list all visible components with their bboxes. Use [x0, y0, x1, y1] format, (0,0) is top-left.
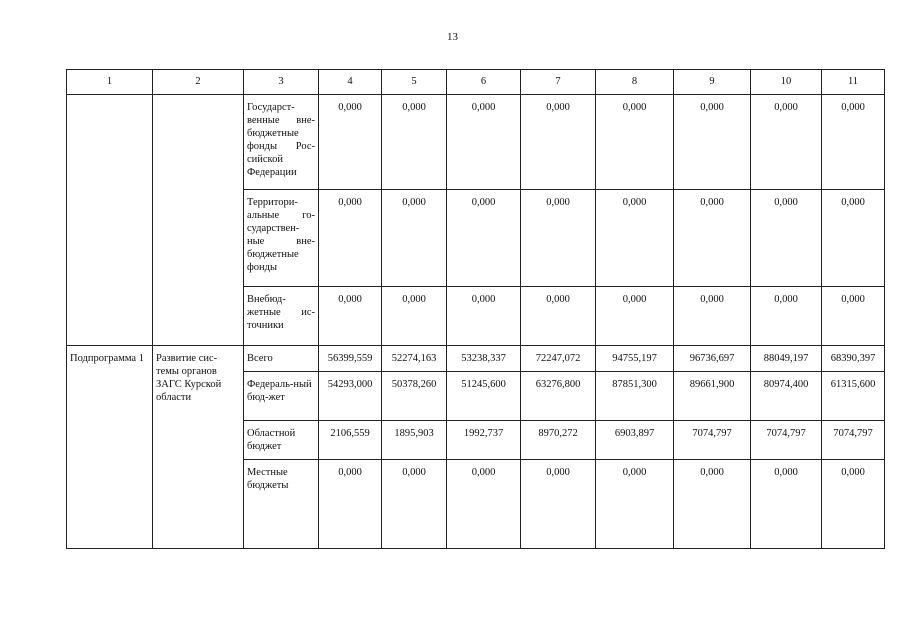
value-cell: 54293,000	[319, 372, 382, 421]
empty-cell	[67, 95, 153, 346]
value-cell: 0,000	[751, 460, 822, 549]
value-cell: 0,000	[382, 190, 447, 287]
value-cell: 0,000	[521, 460, 596, 549]
header-row	[67, 70, 885, 95]
value-cell: 1992,737	[447, 421, 521, 460]
value-cell: 0,000	[382, 460, 447, 549]
value-cell: 51245,600	[447, 372, 521, 421]
value-cell: 0,000	[596, 95, 674, 190]
value-cell: 0,000	[319, 95, 382, 190]
value-cell: 6903,897	[596, 421, 674, 460]
value-cell: 87851,300	[596, 372, 674, 421]
value-cell: 89661,900	[674, 372, 751, 421]
header-cell: 4	[319, 70, 382, 95]
header-cell: 5	[382, 70, 447, 95]
value-cell: 0,000	[319, 460, 382, 549]
value-cell: 0,000	[751, 190, 822, 287]
header-cell: 6	[447, 70, 521, 95]
value-cell: 0,000	[521, 95, 596, 190]
value-cell: 0,000	[382, 95, 447, 190]
value-cell: 0,000	[751, 287, 822, 346]
value-cell: 0,000	[674, 460, 751, 549]
value-cell: 0,000	[596, 460, 674, 549]
table-row	[67, 95, 885, 190]
value-cell: 0,000	[447, 460, 521, 549]
header-cell: 10	[751, 70, 822, 95]
header-cell: 7	[521, 70, 596, 95]
funding-source-cell: Государст-венные вне-бюджетные фонды Рос-сийской Федерации	[244, 95, 319, 190]
value-cell: 0,000	[319, 190, 382, 287]
value-cell: 7074,797	[751, 421, 822, 460]
header-cell: 9	[674, 70, 751, 95]
empty-cell	[153, 95, 244, 346]
subprogram-name-cell: Развитие сис-темы органов ЗАГС Курской области	[153, 346, 244, 549]
value-cell: 0,000	[674, 287, 751, 346]
value-cell: 0,000	[822, 190, 885, 287]
value-cell: 7074,797	[822, 421, 885, 460]
funding-source-cell: Внебюд-жетные ис-точники	[244, 287, 319, 346]
header-cell: 3	[244, 70, 319, 95]
value-cell: 94755,197	[596, 346, 674, 372]
value-cell: 53238,337	[447, 346, 521, 372]
value-cell: 8970,272	[521, 421, 596, 460]
table-row	[67, 346, 885, 372]
value-cell: 0,000	[596, 190, 674, 287]
subprogram-label-cell: Подпрограмма 1	[67, 346, 153, 549]
value-cell: 72247,072	[521, 346, 596, 372]
value-cell: 68390,397	[822, 346, 885, 372]
value-cell: 0,000	[447, 190, 521, 287]
value-cell: 0,000	[674, 95, 751, 190]
value-cell: 1895,903	[382, 421, 447, 460]
header-cell: 11	[822, 70, 885, 95]
value-cell: 0,000	[751, 95, 822, 190]
value-cell: 0,000	[447, 95, 521, 190]
value-cell: 0,000	[822, 287, 885, 346]
value-cell: 96736,697	[674, 346, 751, 372]
value-cell: 0,000	[596, 287, 674, 346]
value-cell: 61315,600	[822, 372, 885, 421]
value-cell: 50378,260	[382, 372, 447, 421]
value-cell: 88049,197	[751, 346, 822, 372]
funding-source-cell: Территори-альные го-сударствен-ные вне-бюджетные фонды	[244, 190, 319, 287]
funding-source-cell: Всего	[244, 346, 319, 372]
value-cell: 0,000	[521, 287, 596, 346]
value-cell: 0,000	[674, 190, 751, 287]
value-cell: 0,000	[382, 287, 447, 346]
header-cell: 2	[153, 70, 244, 95]
funding-source-cell: Областной бюджет	[244, 421, 319, 460]
value-cell: 0,000	[521, 190, 596, 287]
value-cell: 56399,559	[319, 346, 382, 372]
value-cell: 0,000	[822, 460, 885, 549]
value-cell: 52274,163	[382, 346, 447, 372]
funding-source-cell: Местные бюджеты	[244, 460, 319, 549]
page-number: 13	[447, 31, 458, 43]
value-cell: 63276,800	[521, 372, 596, 421]
value-cell: 80974,400	[751, 372, 822, 421]
budget-table	[66, 69, 885, 549]
value-cell: 0,000	[447, 287, 521, 346]
header-cell: 8	[596, 70, 674, 95]
value-cell: 2106,559	[319, 421, 382, 460]
value-cell: 7074,797	[674, 421, 751, 460]
value-cell: 0,000	[822, 95, 885, 190]
value-cell: 0,000	[319, 287, 382, 346]
funding-source-cell: Федераль-ный бюд-жет	[244, 372, 319, 421]
header-cell: 1	[67, 70, 153, 95]
